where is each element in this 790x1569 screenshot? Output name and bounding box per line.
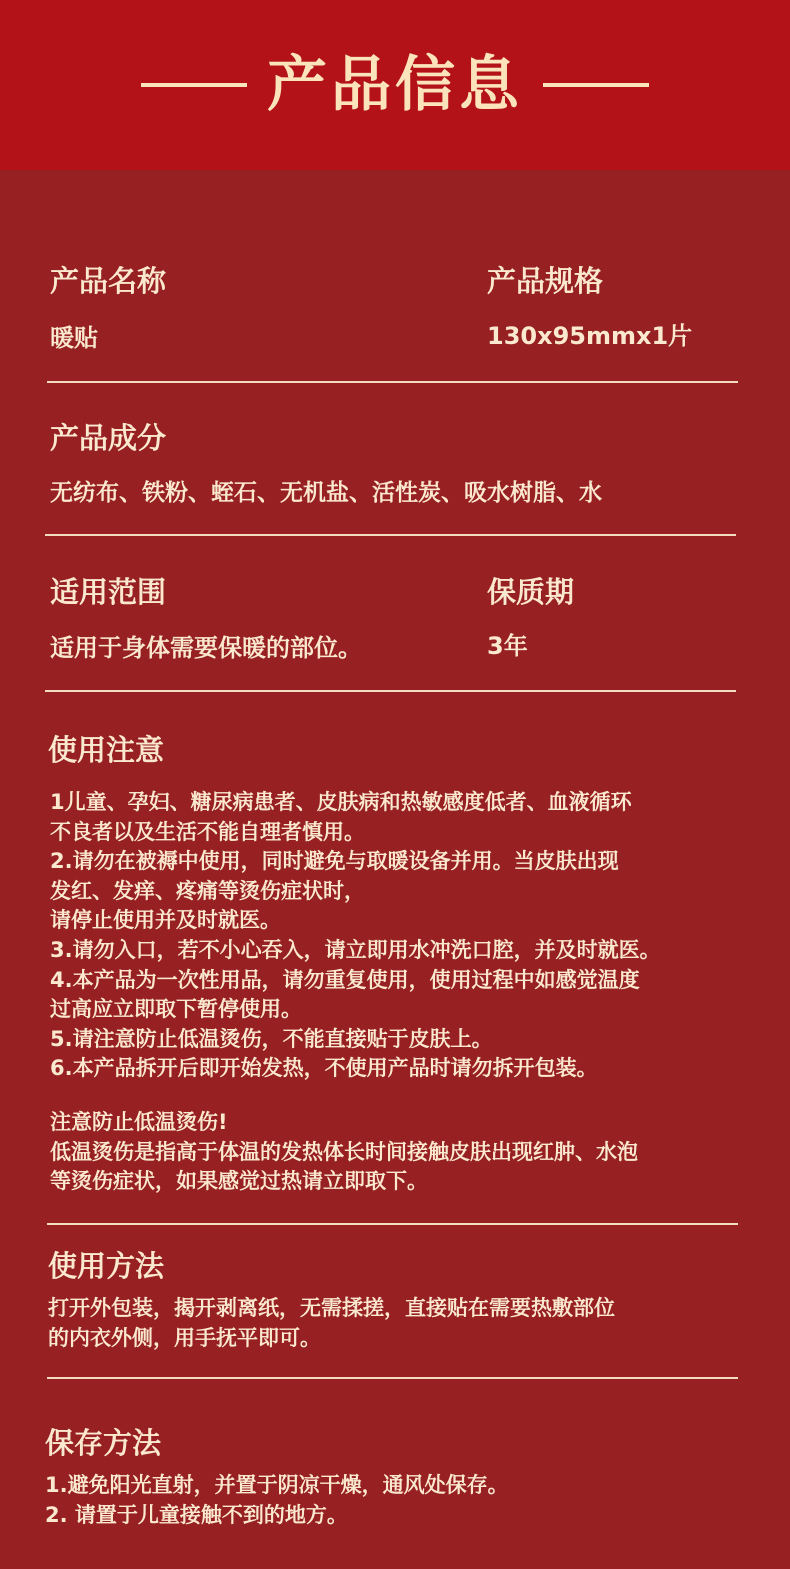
divider: [47, 381, 738, 383]
scope-value: 适用于身体需要保暖的部位。: [50, 634, 362, 662]
warning-line: 等烫伤症状，如果感觉过热请立即取下。: [50, 1169, 428, 1194]
shelf-life-value: 3年: [487, 632, 528, 660]
usage-line: 的内衣外侧，用手抚平即可。: [48, 1325, 321, 1350]
cautions-line: 4.本产品为一次性用品，请勿重复使用，使用过程中如感觉温度: [50, 967, 640, 992]
low-temp-warning: [50, 1108, 638, 1197]
ingredients-label: 产品成分: [50, 421, 167, 455]
divider: [45, 534, 736, 536]
scope-label: 适用范围: [50, 575, 167, 609]
product-name-value: 暖贴: [50, 324, 98, 352]
divider: [47, 1377, 738, 1379]
cautions-line: 发红、发痒、疼痛等烫伤症状时，: [50, 878, 365, 903]
usage-label: 使用方法: [48, 1249, 165, 1283]
usage-text: [48, 1294, 615, 1353]
page-header: [0, 0, 790, 170]
cautions-line: 3.请勿入口，若不小心吞入，请立即用水冲洗口腔，并及时就医。: [50, 937, 661, 962]
page-title: 产品信息: [267, 50, 523, 120]
product-name-label: 产品名称: [50, 264, 167, 298]
storage-text: [45, 1471, 509, 1530]
product-spec-value: 130x95mmx1片: [487, 322, 693, 350]
cautions-line: 2.请勿在被褥中使用，同时避免与取暖设备并用。当皮肤出现: [50, 849, 619, 874]
storage-line: 2. 请置于儿童接触不到的地方。: [45, 1502, 348, 1527]
cautions-line: 5.请注意防止低温烫伤，不能直接贴于皮肤上。: [50, 1026, 493, 1051]
warning-line: 低温烫伤是指高于体温的发热体长时间接触皮肤出现红肿、水泡: [50, 1139, 638, 1164]
cautions-line: 不良者以及生活不能自理者慎用。: [50, 819, 365, 844]
storage-label: 保存方法: [45, 1426, 162, 1460]
divider: [45, 690, 736, 692]
product-spec-label: 产品规格: [487, 264, 604, 298]
header-left-rule: [141, 83, 247, 87]
cautions-list: [50, 788, 661, 1084]
divider: [47, 1223, 738, 1225]
cautions-line: 1儿童、孕妇、糖尿病患者、皮肤病和热敏感度低者、血液循环: [50, 790, 632, 814]
header-right-rule: [543, 83, 649, 87]
cautions-label: 使用注意: [48, 733, 165, 767]
cautions-line: 过高应立即取下暂停使用。: [50, 997, 302, 1022]
usage-line: 打开外包装，揭开剥离纸，无需揉搓，直接贴在需要热敷部位: [48, 1296, 615, 1320]
ingredients-value: 无纺布、铁粉、蛭石、无机盐、活性炭、吸水树脂、水: [50, 480, 602, 506]
warning-line: 注意防止低温烫伤!: [50, 1110, 228, 1134]
storage-line: 1.避免阳光直射，并置于阴凉干燥，通风处保存。: [45, 1473, 509, 1497]
cautions-line: 请停止使用并及时就医。: [50, 908, 281, 933]
cautions-line: 6.本产品拆开后即开始发热，不使用产品时请勿拆开包装。: [50, 1056, 598, 1081]
shelf-life-label: 保质期: [487, 575, 575, 609]
